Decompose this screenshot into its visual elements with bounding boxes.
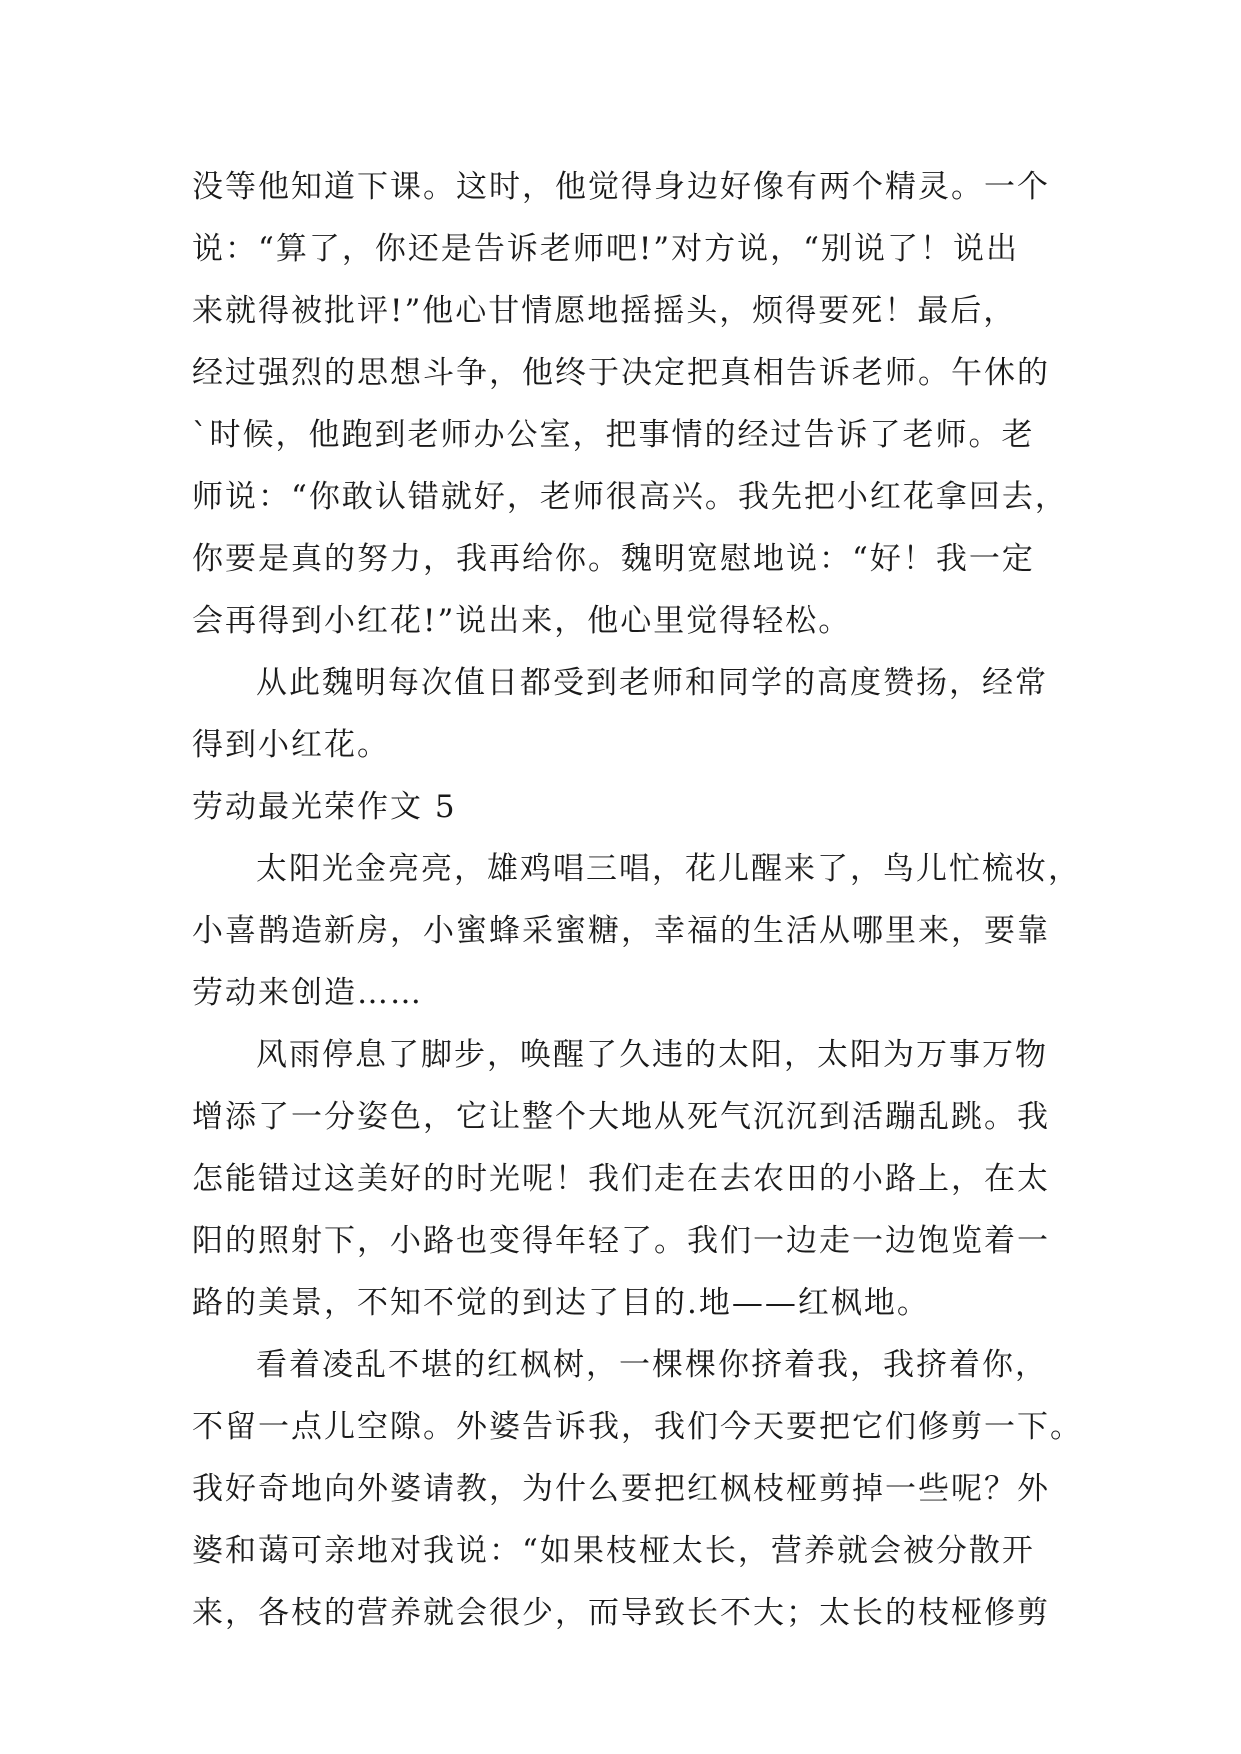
text-line: 小喜鹊造新房，小蜜蜂采蜜糖，幸福的生活从哪里来，要靠 <box>192 913 1050 949</box>
paragraph-first-line: 看着凌乱不堪的红枫树，一棵棵你挤着我，我挤着你， <box>256 1347 1048 1383</box>
text-line: 经过强烈的思想斗争，他终于决定把真相告诉老师。午休的 <box>192 355 1050 391</box>
text-line: 婆和蔼可亲地对我说：“如果枝桠太长，营养就会被分散开 <box>192 1533 1035 1569</box>
text-line: 路的美景，不知不觉的到达了目的.地——红枫地。 <box>192 1285 930 1321</box>
text-line: 说：“算了，你还是告诉老师吧!”对方说，“别说了！说出 <box>192 231 1019 267</box>
text-line: 我好奇地向外婆请教，为什么要把红枫枝桠剪掉一些呢？外 <box>192 1471 1050 1507</box>
text-line: 来就得被批评!”他心甘情愿地摇摇头，烦得要死！最后， <box>192 293 1017 329</box>
document-body <box>192 156 1083 1644</box>
text-line: 怎能错过这美好的时光呢！我们走在去农田的小路上，在太 <box>192 1161 1050 1197</box>
text-line: 会再得到小红花!”说出来，他心里觉得轻松。 <box>192 603 852 639</box>
text-line: 你要是真的努力，我再给你。魏明宽慰地说：“好！我一定 <box>192 541 1035 577</box>
paragraph-first-line: 从此魏明每次值日都受到老师和同学的高度赞扬，经常 <box>256 665 1048 701</box>
text-line: 不留一点儿空隙。外婆告诉我，我们今天要把它们修剪一下。 <box>192 1409 1083 1445</box>
text-line: 劳动来创造…… <box>192 975 423 1011</box>
text-line: 没等他知道下课。这时，他觉得身边好像有两个精灵。一个 <box>192 169 1050 205</box>
text-line: `时候，他跑到老师办公室，把事情的经过告诉了老师。老 <box>192 417 1035 453</box>
paragraph-first-line: 风雨停息了脚步，唤醒了久违的太阳，太阳为万事万物 <box>256 1037 1048 1073</box>
text-line: 师说：“你敢认错就好，老师很高兴。我先把小红花拿回去， <box>192 479 1068 515</box>
text-line: 来，各枝的营养就会很少，而导致长不大；太长的枝桠修剪 <box>192 1595 1050 1631</box>
text-line: 增添了一分姿色，它让整个大地从死气沉沉到活蹦乱跳。我 <box>192 1099 1050 1135</box>
text-line: 得到小红花。 <box>192 727 390 763</box>
text-line: 阳的照射下，小路也变得年轻了。我们一边走一边饱览着一 <box>192 1223 1050 1259</box>
paragraph-first-line: 太阳光金亮亮，雄鸡唱三唱，花儿醒来了，鸟儿忙梳妆， <box>256 851 1081 887</box>
section-heading: 劳动最光荣作文 5 <box>192 789 457 825</box>
